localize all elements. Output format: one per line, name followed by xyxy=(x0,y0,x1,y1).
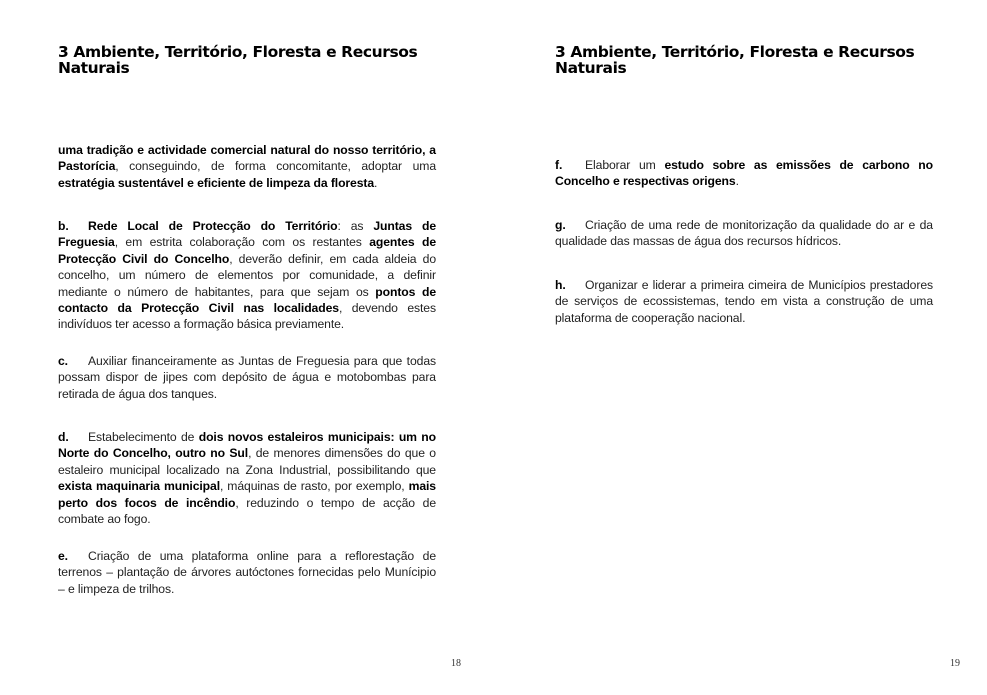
paragraph-d xyxy=(58,429,436,527)
text: , conseguindo, de forma concomitante, adoptar uma xyxy=(115,159,436,174)
text: Estabelecimento de xyxy=(88,430,199,444)
page-number: 18 xyxy=(451,658,461,669)
text: , máquinas de rasto, por exemplo, xyxy=(219,479,409,494)
paragraph-f xyxy=(555,157,933,190)
page-left xyxy=(0,0,493,695)
paragraph-h xyxy=(555,277,933,326)
paragraph-b xyxy=(58,218,436,333)
bold-text: pontos de contacto da Protecção Civil nas localidades xyxy=(58,284,436,316)
paragraph-e xyxy=(58,548,436,597)
item-label: b. xyxy=(58,219,69,233)
paragraph-continuation xyxy=(58,142,436,191)
section-title: 3 Ambiente, Território, Floresta e Recursos Naturais xyxy=(555,43,915,77)
item-label: g. xyxy=(555,218,566,232)
bold-text: Juntas de Freguesia xyxy=(58,219,436,250)
text: , devendo estes indivíduos ter acesso a formação básica previamente. xyxy=(58,301,436,332)
bold-text: mais perto dos focos de incêndio xyxy=(58,479,436,510)
text: Elaborar um xyxy=(585,158,665,172)
paragraph-c xyxy=(58,353,436,402)
text: Organizar e liderar a primeira cimeira de Municípios prestadores de serviços de ecossistemas, tendo em vista a construção de uma plataforma de cooperação nacional. xyxy=(555,278,933,325)
text: . xyxy=(735,174,739,189)
page-number: 19 xyxy=(950,658,960,669)
section-title: 3 Ambiente, Território, Floresta e Recursos Naturais xyxy=(58,43,418,77)
item-label: f. xyxy=(555,158,563,172)
text: , de menores dimensões do que o estaleiro municipal localizado na Zona Industrial, possibilitando que xyxy=(58,446,436,477)
text: Criação de uma plataforma online para a reflorestação de terrenos – plantação de árvores autóctones fornecidas pelo Munícipio – e limpeza de trilhos. xyxy=(58,549,436,596)
text: , deverão definir, em cada aldeia do concelho, um número de elementos por comunidade, a definir mediante o número de habitantes, para que sejam os xyxy=(58,251,437,299)
bold-text: agentes de Protecção Civil do Concelho xyxy=(58,235,437,266)
text: , em estrita colaboração com os restantes xyxy=(114,235,370,250)
bold-text: uma tradição e actividade comercial natural do nosso território, a Pastorícia xyxy=(58,143,436,174)
item-label: h. xyxy=(555,278,566,292)
bold-text: Rede Local de Protecção do Território xyxy=(88,219,338,233)
text: : as xyxy=(337,219,374,233)
page-right xyxy=(494,0,987,695)
bold-text: exista maquinaria municipal xyxy=(58,479,220,494)
item-label: c. xyxy=(58,354,68,368)
text: , reduzindo o tempo de acção de combate ao fogo. xyxy=(58,495,436,527)
text: . xyxy=(374,175,378,190)
bold-text: dois novos estaleiros municipais: um no Norte do Concelho, outro no Sul xyxy=(58,430,436,461)
bold-text: estudo sobre as emissões de carbono no Concelho e respectivas origens xyxy=(555,158,933,189)
text: Criação de uma rede de monitorização da qualidade do ar e da qualidade das massas de água dos recursos hídricos. xyxy=(555,218,933,249)
item-label: d. xyxy=(58,430,69,444)
text: Auxiliar financeiramente as Juntas de Freguesia para que todas possam dispor de jipes com depósito de água e motobombas para retirada de água dos tanques. xyxy=(58,354,436,401)
bold-text: estratégia sustentável e eficiente de limpeza da floresta xyxy=(58,175,375,190)
paragraph-g xyxy=(555,217,933,250)
item-label: e. xyxy=(58,549,68,563)
